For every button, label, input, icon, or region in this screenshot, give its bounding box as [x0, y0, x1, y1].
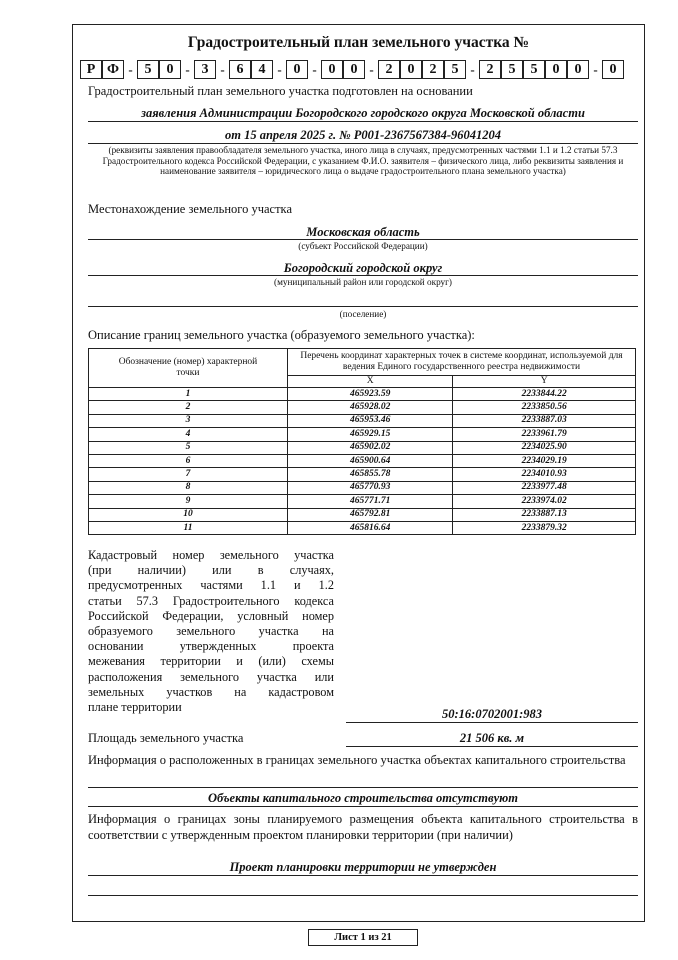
code-cell: 4 [251, 60, 273, 79]
y-coordinate-cell: 2234029.19 [453, 454, 636, 467]
code-cell: 0 [567, 60, 589, 79]
col-y-header: Y [453, 376, 636, 388]
code-separator: - [593, 61, 598, 77]
subject-caption: (субъект Российской Федерации) [298, 241, 428, 251]
table-row [89, 388, 636, 401]
code-cell: 0 [286, 60, 308, 79]
cadastral-label-line: земельных участков на кадастровом [88, 684, 334, 699]
y-coordinate-cell: 2233850.56 [453, 401, 636, 414]
code-cell: 5 [501, 60, 523, 79]
x-coordinate-cell: 465928.02 [288, 401, 453, 414]
planning-value: Проект планировки территории не утвержден [229, 860, 497, 874]
point-number-cell: 2 [89, 401, 288, 414]
table-row [89, 414, 636, 427]
code-separator: - [277, 61, 282, 77]
cadastral-label-line: межевания территории и (или) схемы [88, 654, 334, 669]
x-coordinate-cell: 465923.59 [288, 388, 453, 401]
table-row [89, 428, 636, 441]
area-value: 21 506 кв. м [459, 731, 525, 745]
table-row [89, 508, 636, 521]
table-row [89, 521, 636, 534]
col-point-header: Обозначение (номер) характерной точки [89, 349, 288, 388]
code-cell: 0 [159, 60, 181, 79]
location-district: Богородский городской округ [283, 261, 443, 275]
table-row [89, 495, 636, 508]
code-cell: 6 [229, 60, 251, 79]
table-row [89, 401, 636, 414]
code-cell: 0 [545, 60, 567, 79]
code-separator: - [369, 61, 374, 77]
cadastral-label-line: предусмотренных частями 1.1 и 1.2 [88, 578, 334, 593]
cadastral-label-line: Российской Федерации, условный номер [88, 608, 334, 623]
planning-underline [88, 875, 638, 876]
location-heading: Местонахождение земельного участка [88, 202, 292, 216]
district-caption: (муниципальный район или городской округ) [274, 277, 452, 287]
point-number-cell: 1 [89, 388, 288, 401]
code-cell: 0 [321, 60, 343, 79]
col-coords-header: Перечень координат характерных точек в системе координат, используемой для ведения Единого государственного реестра недвижимости [288, 349, 636, 376]
x-coordinate-cell: 465929.15 [288, 428, 453, 441]
planning-text: Информация о границах зоны планируемого размещения объекта капитального строительства в соответствии с утвержденным проектом планировки территории (при наличии) [88, 812, 638, 842]
capital-value: Объекты капитального строительства отсутствуют [208, 791, 518, 805]
y-coordinate-cell: 2233887.03 [453, 414, 636, 427]
point-number-cell: 5 [89, 441, 288, 454]
y-coordinate-cell: 2233887.13 [453, 508, 636, 521]
settlement-underline [88, 306, 638, 307]
basis-note: (реквизиты заявления правообладателя земельного участка, иного лица в случаях, предусмотренных частями 1.1 и 1.2 статьи 57.3 Градостроительного кодекса Российской Федерации, с указанием Ф.И.О. заявителя – физического лица, либо реквизиты заявления и наименование заявителя – юридического лица о выдаче градостроительного плана земельного участка) [102, 145, 624, 176]
code-cell: 0 [343, 60, 365, 79]
area-underline [346, 746, 638, 747]
y-coordinate-cell: 2233974.02 [453, 495, 636, 508]
cadastral-label-line: основании утвержденных проекта [88, 639, 334, 654]
document-title: Градостроительный план земельного участка № [187, 34, 530, 51]
cadastral-label-line: Кадастровый номер земельного участка [88, 548, 334, 562]
x-coordinate-cell: 465953.46 [288, 414, 453, 427]
boundaries-heading: Описание границ земельного участка (образуемого земельного участка): [88, 328, 475, 342]
code-cell: 5 [137, 60, 159, 79]
code-cell: 2 [479, 60, 501, 79]
point-number-cell: 10 [89, 508, 288, 521]
code-cell: 2 [378, 60, 400, 79]
y-coordinate-cell: 2233844.22 [453, 388, 636, 401]
col-x-header: X [288, 376, 453, 388]
table-row [89, 468, 636, 481]
capital-underline [88, 806, 638, 807]
point-number-cell: 3 [89, 414, 288, 427]
applicant-underline [88, 121, 638, 122]
point-number-cell: 6 [89, 454, 288, 467]
code-separator: - [220, 61, 225, 77]
gpzu-number [80, 60, 624, 79]
planning-blank-line [88, 895, 638, 896]
cadastral-label-line: плане территории [88, 700, 182, 715]
code-cell: 5 [444, 60, 466, 79]
code-cell: 3 [194, 60, 216, 79]
cadastral-underline [346, 722, 638, 723]
capital-text: Информация о расположенных в границах земельного участка объектах капитального строительства [88, 753, 626, 767]
table-row [89, 454, 636, 467]
subject-underline [88, 239, 638, 240]
coordinates-table [88, 348, 636, 535]
point-number-cell: 9 [89, 495, 288, 508]
district-underline [88, 275, 638, 276]
code-cell: 0 [602, 60, 624, 79]
point-number-cell: 4 [89, 428, 288, 441]
code-cell: 2 [422, 60, 444, 79]
y-coordinate-cell: 2233879.32 [453, 521, 636, 534]
location-subject: Московская область [306, 225, 420, 239]
x-coordinate-cell: 465771.71 [288, 495, 453, 508]
cadastral-label-line: (при наличии) или в случаях, [88, 563, 334, 578]
area-label: Площадь земельного участка [88, 731, 244, 745]
point-number-cell: 7 [89, 468, 288, 481]
basis-date-line: от 15 апреля 2025 г. № Р001-2367567384-96041204 [225, 128, 501, 142]
point-number-cell: 11 [89, 521, 288, 534]
table-row [89, 441, 636, 454]
y-coordinate-cell: 2234010.93 [453, 468, 636, 481]
date-underline [88, 143, 638, 144]
settlement-caption: (поселение) [339, 309, 387, 319]
x-coordinate-cell: 465855.78 [288, 468, 453, 481]
table-row [89, 481, 636, 494]
code-separator: - [185, 61, 190, 77]
code-cell: 5 [523, 60, 545, 79]
x-coordinate-cell: 465900.64 [288, 454, 453, 467]
code-separator: - [128, 61, 133, 77]
x-coordinate-cell: 465816.64 [288, 521, 453, 534]
cadastral-label [88, 548, 334, 715]
y-coordinate-cell: 2233977.48 [453, 481, 636, 494]
code-separator: - [470, 61, 475, 77]
code-cell: 0 [400, 60, 422, 79]
y-coordinate-cell: 2234025.90 [453, 441, 636, 454]
cadastral-label-line: статьи 57.3 Градостроительного кодекса [88, 593, 334, 608]
x-coordinate-cell: 465792.81 [288, 508, 453, 521]
code-cell: Ф [102, 60, 124, 79]
y-coordinate-cell: 2233961.79 [453, 428, 636, 441]
basis-intro: Градостроительный план земельного участка подготовлен на основании [88, 84, 473, 98]
capital-blank-line [88, 787, 638, 788]
x-coordinate-cell: 465770.93 [288, 481, 453, 494]
cadastral-number: 50:16:0702001:983 [442, 707, 542, 721]
x-coordinate-cell: 465902.02 [288, 441, 453, 454]
cadastral-label-line: образуемого земельного участка на [88, 624, 334, 639]
code-separator: - [312, 61, 317, 77]
basis-applicant: заявления Администрации Богородского городского округа Московской области [141, 106, 585, 120]
code-cell: Р [80, 60, 102, 79]
sheet-number: Лист 1 из 21 [308, 929, 418, 946]
point-number-cell: 8 [89, 481, 288, 494]
cadastral-label-line: расположения земельного участка или [88, 669, 334, 684]
